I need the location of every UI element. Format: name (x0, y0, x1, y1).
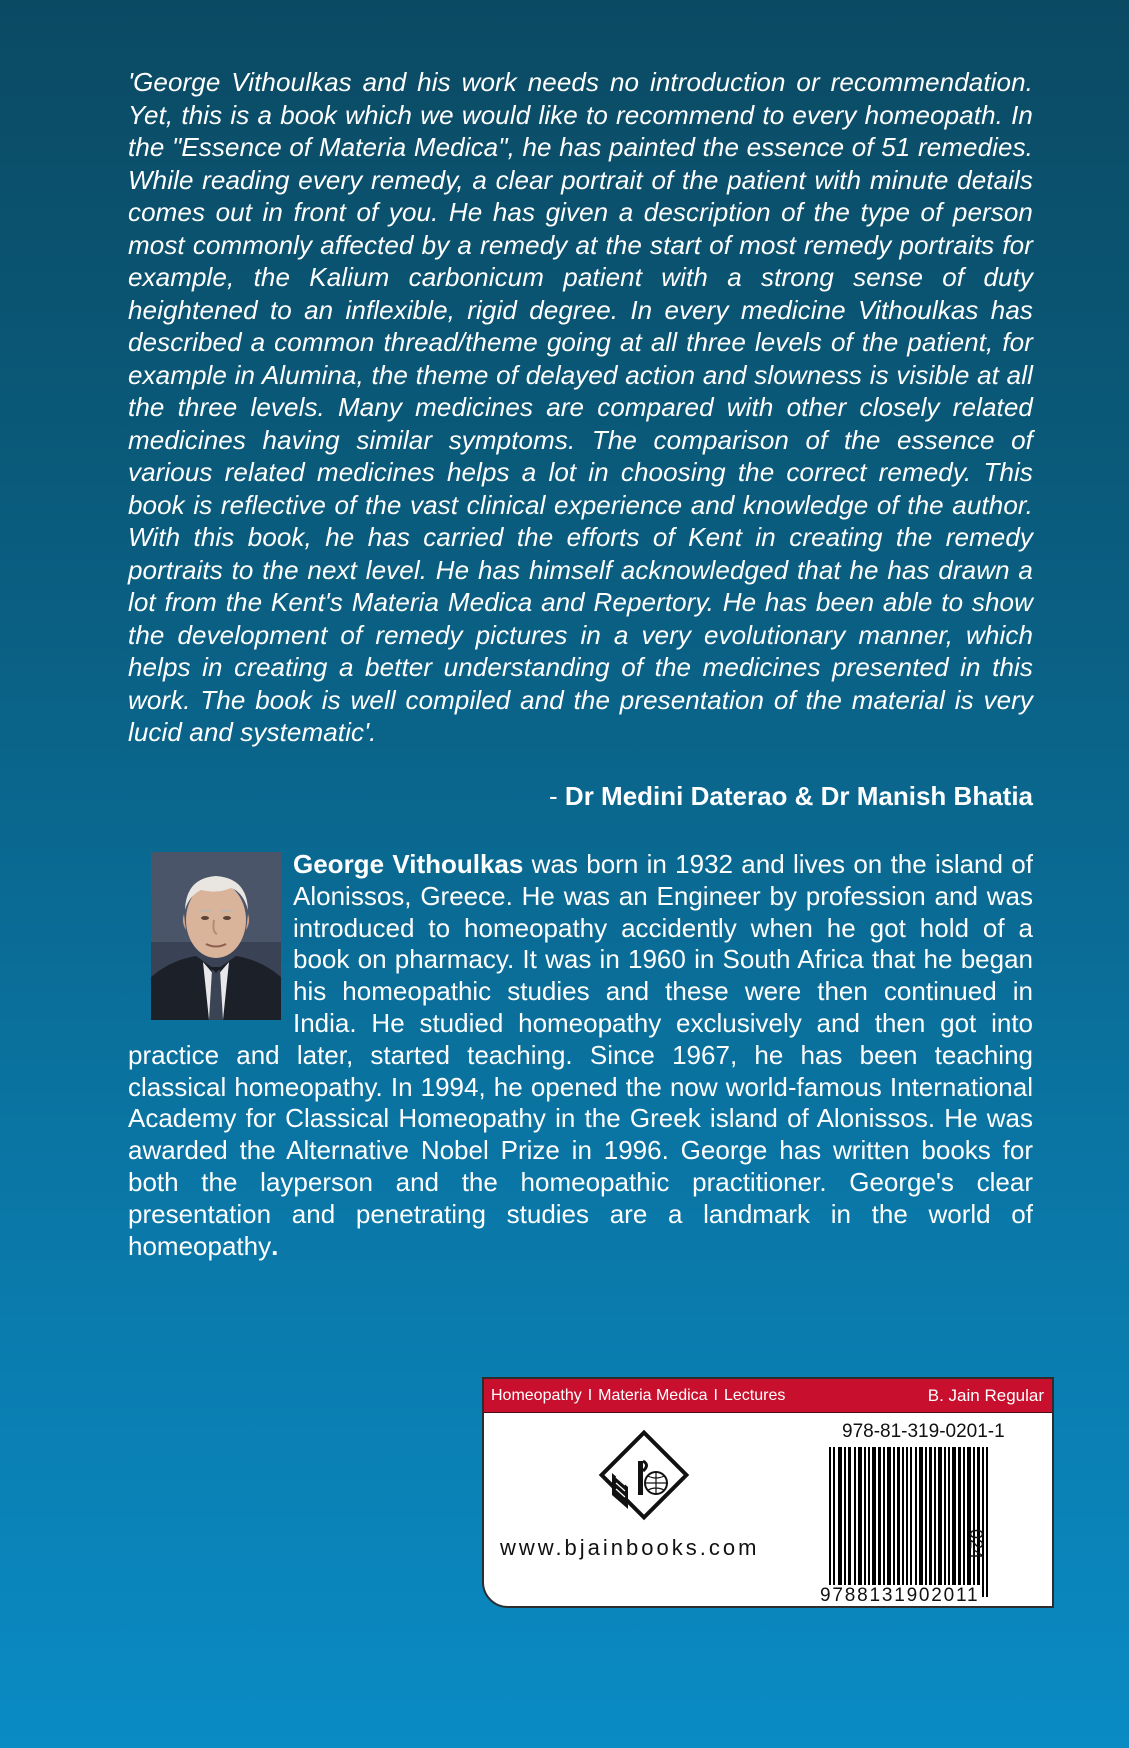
category-bar (484, 1379, 1052, 1413)
barcode-digits: 9788131902011 (820, 1585, 980, 1606)
publisher-logo-area (494, 1429, 784, 1579)
category-homeopathy: Homeopathy (491, 1386, 582, 1404)
author-bio (128, 849, 1033, 1262)
author-portrait (151, 852, 281, 1020)
publisher-logo-icon (598, 1429, 690, 1521)
author-bio-end: . (271, 1230, 279, 1261)
review-attribution (549, 780, 1033, 812)
isbn-number: 978-81-319-0201-1 (842, 1421, 1005, 1442)
category-separator: I (587, 1386, 593, 1404)
series-label: B. Jain Regular (927, 1385, 1044, 1405)
reviewer-names: Dr Medini Daterao & Dr Manish Bhatia (564, 781, 1033, 811)
category-separator: I (713, 1386, 718, 1404)
barcode-addon: 024 (966, 1529, 986, 1560)
category-lectures: Lectures (724, 1386, 786, 1404)
author-photo-drawing (151, 852, 281, 1020)
publisher-website[interactable]: www.bjainbooks.com (500, 1535, 760, 1560)
publisher-info-box (482, 1377, 1054, 1608)
author-name: George Vithoulkas (293, 849, 524, 879)
category-list (491, 1387, 785, 1405)
category-materia-medica: Materia Medica (598, 1386, 708, 1404)
author-bio-text: was born in 1932 and lives on the island of Alonissos, Greece. He was an Engineer by profession and was introduced to homeopathy accidently when he got hold of a book on pharmacy. It was in 1960 in South Africa that he began his homeopathic studies and these were then continued in India. He studied homeopathy exclusively and then got into practice and later, started teaching. Since 1967, he has been teaching classical homeopathy. In 1994, he opened the now world-famous International Academy for Classical Homeopathy in the Greek island of Alonissos. He was awarded the Alternative Nobel Prize in 1996. George has written books for both the layperson and the homeopathic practitioner. George's clear presentation and penetrating studies are a landmark in the world of homeopathy (128, 849, 1033, 1261)
isbn-barcode (829, 1447, 999, 1597)
review-quote: 'George Vithoulkas and his work needs no introduction or recommendation. Yet, this is a book which we would like to recommend to every homeopath. In the "Essence of Materia Medica", he has painted the essence of 51 remedies. While reading every remedy, a clear portrait of the patient with minute details comes out in front of you. He has given a description of the type of person most commonly affected by a remedy at the start of most remedy portraits for example, the Kalium carbonicum patient with a strong sense of duty heightened to an inflexible, rigid degree. In every medicine Vithoulkas has described a common thread/theme going at all three levels of the patient, for example in Alumina, the theme of delayed action and slowness is visible at all the three levels. Many medicines are compared with other closely related medicines having similar symptoms. The comparison of the essence of various related medicines helps a lot in choosing the correct remedy. This book is reflective of the vast clinical experience and knowledge of the author. With this book, he has carried the efforts of Kent in creating the remedy portraits to the next level. He has himself acknowledged that he has drawn a lot from the Kent's Materia Medica and Repertory. He has been able to show the development of remedy pictures in a very evolutionary manner, which helps in creating a better understanding of the medicines presented in this work. The book is well compiled and the presentation of the material is very lucid and systematic'. (128, 67, 1033, 747)
attribution-dash: - (549, 781, 565, 811)
